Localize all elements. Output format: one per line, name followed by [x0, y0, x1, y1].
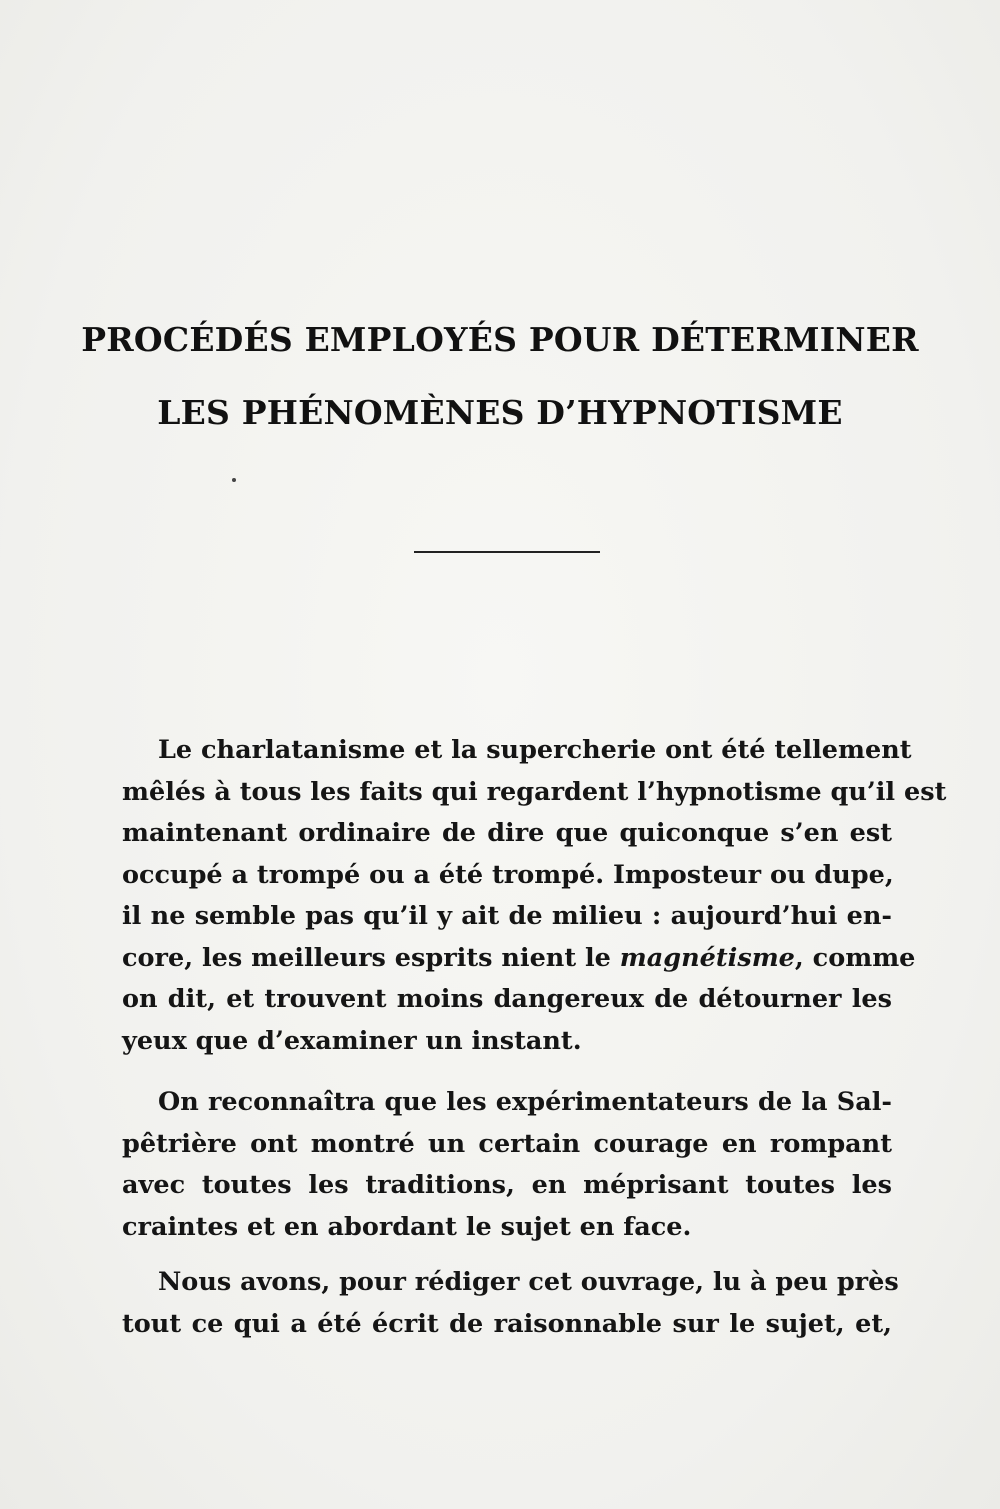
text-run: , comme	[794, 942, 916, 973]
text-line: maintenant ordinaire de dire que quiconque s’en est	[122, 818, 892, 848]
text-line: Nous avons, pour rédiger cet ouvrage, lu à peu près	[158, 1267, 899, 1297]
italic-term: magnétisme	[619, 942, 795, 973]
ink-dot	[232, 478, 236, 482]
title-line-1: PROCÉDÉS EMPLOYÉS POUR DÉTERMINER	[81, 320, 919, 359]
paragraph-1	[122, 730, 947, 1062]
text-line: tout ce qui a été écrit de raisonnable sur le sujet, et,	[122, 1308, 892, 1339]
paragraph-3	[122, 1262, 899, 1345]
show-through	[122, 140, 892, 170]
title-line-2: LES PHÉNOMÈNES D’HYPNOTISME	[157, 393, 843, 432]
text-line: Le charlatanisme et la supercherie ont été tellement	[158, 735, 912, 765]
text-line: craintes et en abordant le sujet en face.	[122, 1211, 692, 1242]
paragraph-2	[122, 1082, 892, 1248]
section-rule	[414, 551, 600, 553]
text-run: core, les meilleurs esprits nient le	[122, 942, 620, 973]
body-text	[122, 730, 947, 1345]
text-line: avec toutes les traditions, en méprisant toutes les	[122, 1170, 892, 1200]
text-line: mêlés à tous les faits qui regardent l’hypnotisme qu’il est	[122, 776, 947, 807]
text-line: On reconnaîtra que les expérimentateurs de la Sal-	[158, 1087, 892, 1117]
text-line: occupé a trompé ou a été trompé. Imposteur ou dupe,	[122, 859, 894, 890]
text-line: pêtrière ont montré un certain courage en rompant	[122, 1128, 892, 1159]
text-line	[122, 938, 916, 980]
text-line: on dit, et trouvent moins dangereux de détourner les	[122, 984, 892, 1014]
text-line: yeux que d’examiner un instant.	[122, 1025, 582, 1056]
text-line: il ne semble pas qu’il y ait de milieu : aujourd’hui en-	[122, 901, 892, 931]
